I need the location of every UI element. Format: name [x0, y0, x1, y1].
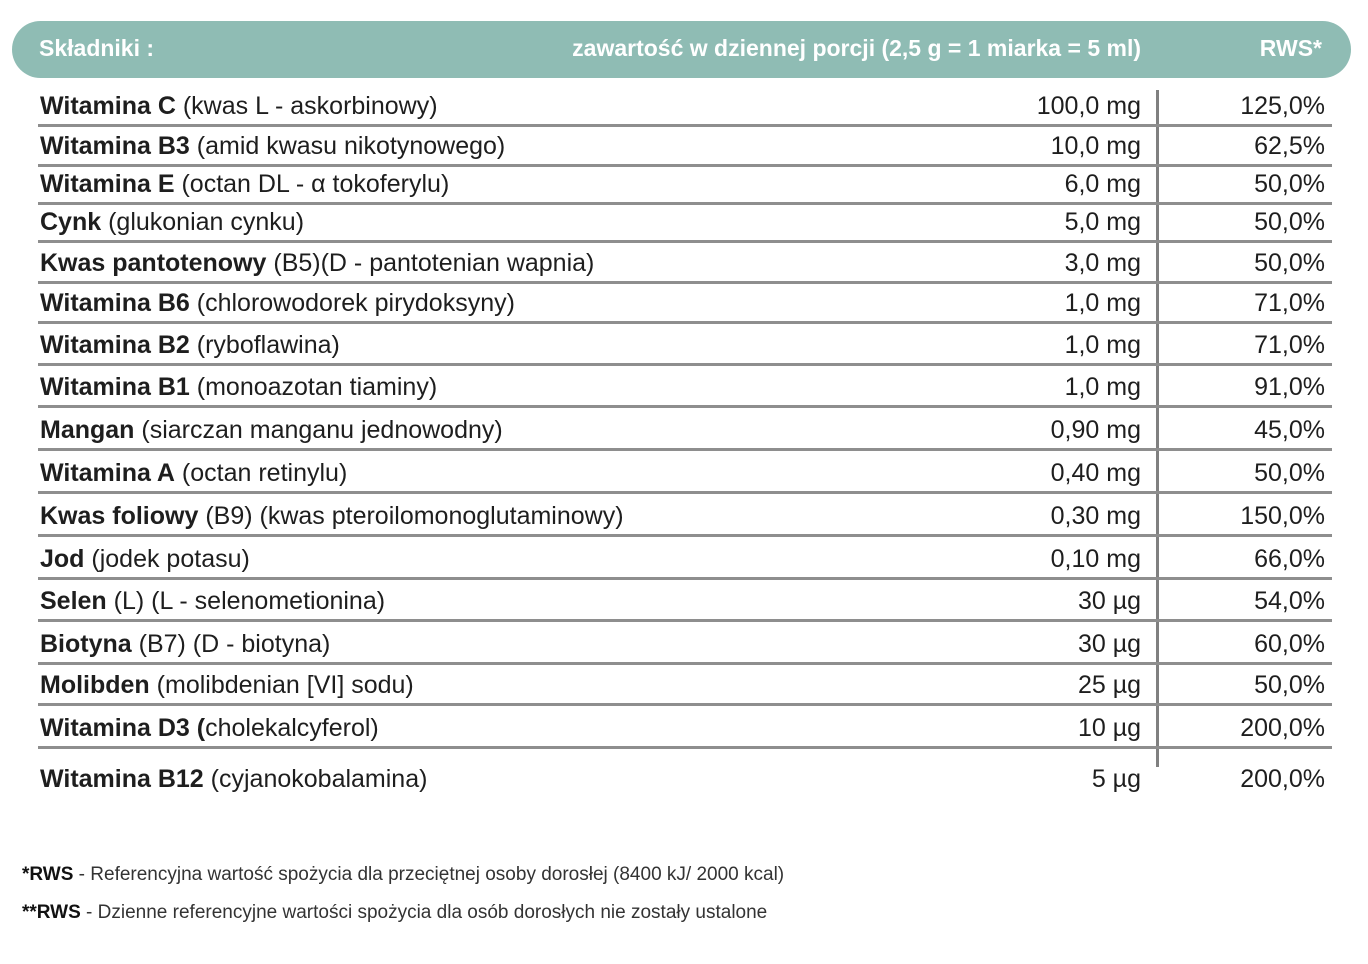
ingredient-amount: 25 µg [1077, 671, 1141, 699]
ingredient-name [40, 671, 414, 700]
ingredient-rws: 200,0% [1240, 765, 1325, 793]
ingredient-title: Witamina B1 [40, 373, 190, 401]
table-header [12, 21, 1351, 78]
ingredient-name [40, 765, 427, 794]
ingredient-amount: 0,40 mg [1050, 459, 1141, 487]
ingredient-amount: 100,0 mg [1036, 92, 1141, 120]
ingredient-amount: 30 µg [1077, 587, 1141, 615]
ingredient-name [40, 208, 304, 237]
table-row [38, 324, 1332, 366]
ingredient-title: Kwas foliowy [40, 502, 199, 530]
ingredient-rws: 50,0% [1254, 671, 1325, 699]
rws-header: RWS* [1259, 35, 1322, 61]
table-row [38, 167, 1332, 205]
ingredient-title: Kwas pantotenowy [40, 249, 267, 277]
table-row [38, 82, 1332, 127]
table-row [38, 284, 1332, 324]
ingredient-name [40, 170, 449, 199]
ingredient-rws: 60,0% [1254, 630, 1325, 658]
ingredient-description: (jodek potasu) [84, 545, 250, 573]
ingredient-amount: 1,0 mg [1064, 373, 1141, 401]
ingredient-description: (glukonian cynku) [101, 208, 305, 236]
ingredient-amount: 1,0 mg [1064, 289, 1141, 317]
ingredient-description: (monoazotan tiaminy) [189, 373, 438, 401]
table-row [38, 127, 1332, 167]
footnote-text: - Dzienne referencyjne wartości spożycia dla osób dorosłych nie zostały ustalone [80, 902, 768, 923]
ingredient-rws: 125,0% [1240, 92, 1325, 120]
ingredient-title: Witamina B6 [40, 289, 190, 317]
ingredient-name [40, 289, 515, 318]
ingredient-rws: 71,0% [1254, 289, 1325, 317]
ingredient-title: Witamina E [40, 170, 175, 198]
table-row [38, 408, 1332, 451]
ingredient-description: (ryboflawina) [189, 331, 340, 359]
ingredient-title: Biotyna [40, 630, 132, 658]
ingredient-title: Witamina C [40, 92, 176, 120]
ingredient-title: Witamina B12 [40, 765, 204, 793]
ingredient-amount: 10 µg [1077, 714, 1141, 742]
table-row [38, 706, 1332, 749]
table-row [38, 537, 1332, 580]
table-row [38, 366, 1332, 408]
table-row [38, 205, 1332, 243]
ingredient-name [40, 249, 594, 278]
ingredient-description: (kwas L - askorbinowy) [175, 92, 438, 120]
table-row [38, 451, 1332, 494]
ingredient-title: Jod [40, 545, 85, 573]
footnote-rws [22, 864, 784, 886]
ingredient-description: (B9) (kwas pteroilomonoglutaminowy) [198, 502, 624, 530]
ingredient-amount: 30 µg [1077, 630, 1141, 658]
ingredient-rws: 50,0% [1254, 249, 1325, 277]
ingredient-name [40, 714, 379, 743]
ingredients-header: Składniki : [39, 35, 155, 61]
ingredient-description: (octan retinylu) [174, 459, 348, 487]
daily-portion-header: zawartość w dziennej porcji (2,5 g = 1 miarka = 5 ml) [572, 35, 1141, 61]
footnote-mark: **RWS [22, 902, 81, 923]
ingredient-rws: 200,0% [1240, 714, 1325, 742]
ingredient-name [40, 331, 340, 360]
ingredient-name [40, 587, 385, 616]
ingredient-name [40, 502, 624, 531]
ingredient-title: Molibden [40, 671, 150, 699]
ingredient-name [40, 132, 505, 161]
ingredient-rws: 71,0% [1254, 331, 1325, 359]
ingredient-description: (molibdenian [VI] sodu) [149, 671, 414, 699]
ingredient-name [40, 92, 438, 121]
table-row [38, 580, 1332, 622]
ingredient-description: (L) (L - selenometionina) [106, 587, 386, 615]
footnote-mark: *RWS [22, 864, 74, 885]
ingredient-amount: 5 µg [1091, 765, 1141, 793]
ingredient-description: (B7) (D - biotyna) [131, 630, 331, 658]
ingredient-amount: 6,0 mg [1064, 170, 1141, 198]
ingredient-rws: 50,0% [1254, 170, 1325, 198]
ingredient-name [40, 545, 250, 574]
ingredient-title: Selen [40, 587, 107, 615]
ingredient-description: cholekalcyferol) [205, 714, 379, 742]
ingredient-rws: 66,0% [1254, 545, 1325, 573]
ingredient-description: (amid kwasu nikotynowego) [189, 132, 506, 160]
ingredient-amount: 5,0 mg [1064, 208, 1141, 236]
table-row [38, 622, 1332, 665]
ingredient-title: Cynk [40, 208, 102, 236]
ingredient-name [40, 459, 347, 488]
ingredient-title: Witamina D3 ( [40, 714, 206, 742]
ingredient-description: (B5)(D - pantotenian wapnia) [266, 249, 595, 277]
ingredient-rws: 50,0% [1254, 459, 1325, 487]
ingredient-amount: 1,0 mg [1064, 331, 1141, 359]
table-row [38, 749, 1332, 797]
table-row [38, 494, 1332, 537]
ingredient-rws: 54,0% [1254, 587, 1325, 615]
footnote-rws-not-set [22, 902, 767, 924]
table-row [38, 243, 1332, 284]
ingredient-description: (cyjanokobalamina) [203, 765, 428, 793]
ingredient-name [40, 630, 330, 659]
ingredient-rws: 150,0% [1240, 502, 1325, 530]
table-row [38, 665, 1332, 706]
ingredient-name [40, 373, 437, 402]
ingredient-rws: 45,0% [1254, 416, 1325, 444]
ingredient-rws: 91,0% [1254, 373, 1325, 401]
ingredient-amount: 0,90 mg [1050, 416, 1141, 444]
ingredient-title: Witamina B3 [40, 132, 190, 160]
ingredient-name [40, 416, 503, 445]
ingredient-title: Witamina A [40, 459, 175, 487]
ingredient-amount: 10,0 mg [1050, 132, 1141, 160]
ingredient-title: Witamina B2 [40, 331, 190, 359]
ingredient-amount: 0,10 mg [1050, 545, 1141, 573]
ingredient-rws: 62,5% [1254, 132, 1325, 160]
ingredient-amount: 0,30 mg [1050, 502, 1141, 530]
ingredient-rws: 50,0% [1254, 208, 1325, 236]
ingredient-description: (siarczan manganu jednowodny) [134, 416, 503, 444]
ingredient-title: Mangan [40, 416, 135, 444]
footnote-text: - Referencyjna wartość spożycia dla przeciętnej osoby dorosłej (8400 kJ/ 2000 kcal) [73, 864, 785, 885]
ingredient-amount: 3,0 mg [1064, 249, 1141, 277]
ingredient-description: (chlorowodorek pirydoksyny) [189, 289, 515, 317]
ingredient-description: (octan DL - α tokoferylu) [174, 170, 450, 198]
